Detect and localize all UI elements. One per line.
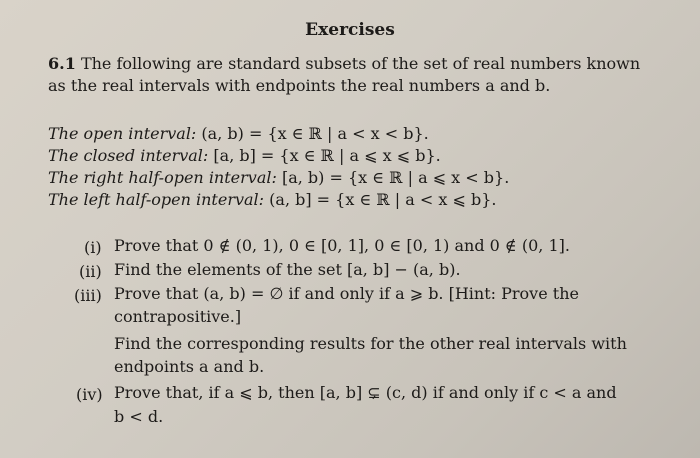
item-label: (iii) (74, 286, 102, 305)
item-text: Find the corresponding results for the other real intervals with (114, 334, 627, 353)
item-label: (i) (84, 238, 102, 257)
item-text: Find the elements of the set [a, b] − (a, b). (114, 260, 461, 279)
definition-open (48, 124, 429, 144)
section-title: Exercises (305, 20, 395, 40)
definition-term: The closed interval: (48, 146, 209, 165)
item-text: contrapositive.] (114, 307, 242, 326)
item-text: Prove that, if a ⩽ b, then [a, b] ⊊ (c, d) if and only if c < a and (114, 383, 617, 402)
definition-left-half-open (48, 190, 496, 210)
definition-term: The left half-open interval: (48, 190, 265, 209)
item-text: endpoints a and b. (114, 357, 265, 376)
definition-formula: [a, b] = {x ∈ ℝ | a ⩽ x ⩽ b}. (213, 146, 441, 165)
item-text: Prove that 0 ∉ (0, 1), 0 ∈ [0, 1], 0 ∈ [0, 1) and 0 ∉ (0, 1]. (114, 236, 570, 255)
definition-closed (48, 146, 441, 166)
definition-formula: (a, b] = {x ∈ ℝ | a < x ⩽ b}. (269, 190, 497, 209)
item-label: (iv) (76, 385, 103, 404)
definition-formula: [a, b) = {x ∈ ℝ | a ⩽ x < b}. (281, 168, 510, 187)
definition-right-half-open (48, 168, 509, 188)
problem-intro-line-1 (48, 54, 640, 74)
item-label: (ii) (79, 262, 102, 281)
problem-number: 6.1 (48, 54, 76, 73)
item-text: b < d. (114, 407, 164, 426)
problem-intro-text-1: The following are standard subsets of the set of real numbers known (80, 54, 641, 73)
definition-term: The right half-open interval: (48, 168, 277, 187)
definition-formula: (a, b) = {x ∈ ℝ | a < x < b}. (201, 124, 429, 143)
problem-intro-line-2: as the real intervals with endpoints the real numbers a and b. (48, 76, 551, 95)
definition-term: The open interval: (48, 124, 197, 143)
item-text: Prove that (a, b) = ∅ if and only if a ⩾ b. [Hint: Prove the (114, 284, 579, 303)
